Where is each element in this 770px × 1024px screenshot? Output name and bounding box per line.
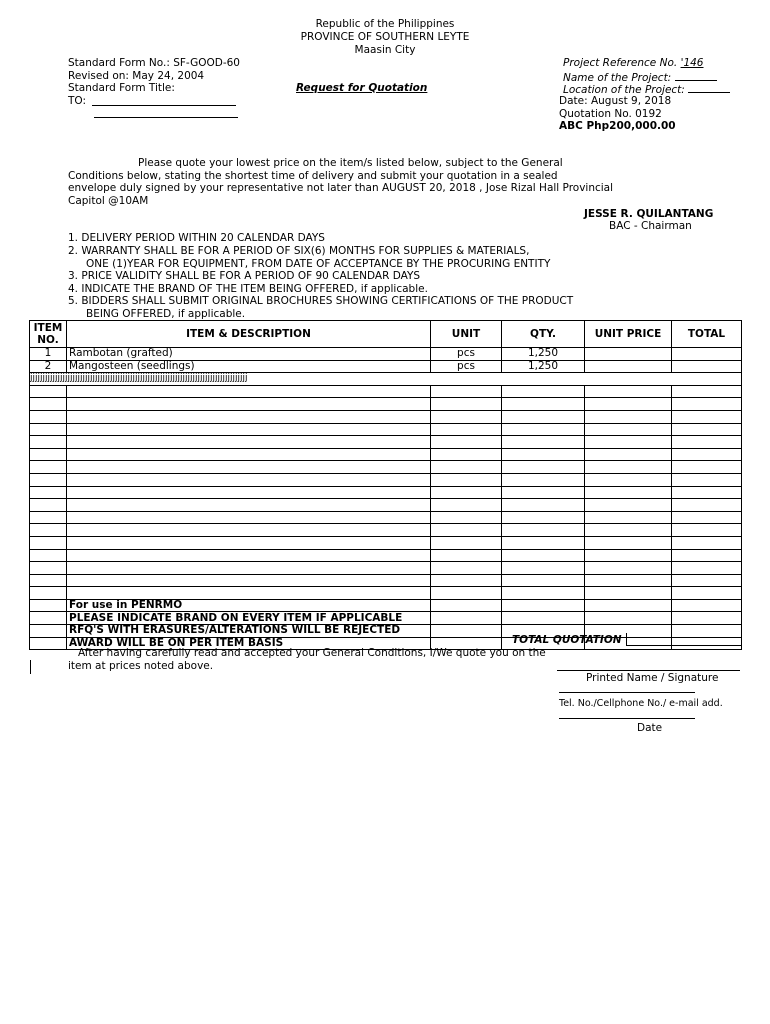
table-row	[30, 398, 742, 411]
total-quotation-field[interactable]	[626, 633, 742, 646]
project-name-label: Name of the Project:	[563, 72, 672, 84]
header-city: Maasin City	[354, 44, 416, 56]
chairman-title: BAC - Chairman	[609, 220, 692, 232]
project-reference-label: Project Reference No.	[563, 57, 678, 69]
note-row	[30, 612, 742, 625]
signature-line[interactable]	[557, 670, 740, 671]
project-reference	[563, 57, 704, 70]
condition-5-cont: BEING OFFERED, if applicable.	[86, 308, 246, 320]
printed-name-label: Printed Name / Signature	[586, 672, 719, 684]
intro-line-4: Capitol @10AM	[68, 195, 149, 207]
item-unit: pcs	[431, 360, 502, 373]
abc-amount: ABC Php200,000.00	[559, 120, 676, 132]
table-row	[30, 410, 742, 423]
item-unit-price[interactable]	[585, 348, 672, 361]
contact-line[interactable]	[559, 692, 695, 693]
date-line[interactable]	[559, 718, 695, 719]
standard-form-no: Standard Form No.: SF-GOOD-60	[68, 57, 240, 69]
condition-1: 1. DELIVERY PERIOD WITHIN 20 CALENDAR DAYS	[68, 232, 325, 244]
item-qty: 1,250	[502, 348, 585, 361]
items-table	[29, 320, 742, 650]
table-row	[30, 473, 742, 486]
rfq-date: Date: August 9, 2018	[559, 95, 672, 107]
acceptance-line-1: After having carefully read and accepted your General Conditions, I/We quote you on the	[78, 647, 546, 659]
note-penrmo: For use in PENRMO	[67, 599, 431, 612]
contact-label: Tel. No./Cellphone No./ e-mail add.	[559, 698, 723, 709]
total-quotation-label: TOTAL QUOTATION	[512, 634, 622, 646]
table-row	[30, 423, 742, 436]
note-award: AWARD WILL BE ON PER ITEM BASIS	[67, 637, 431, 650]
item-unit: pcs	[431, 348, 502, 361]
project-reference-value: '146	[680, 57, 704, 69]
table-row	[30, 385, 742, 398]
date-label: Date	[637, 722, 663, 734]
table-row	[30, 549, 742, 562]
item-qty: 1,250	[502, 360, 585, 373]
form-title: Request for Quotation	[296, 82, 428, 94]
item-description: Rambotan (grafted)	[67, 348, 431, 361]
item-unit-price[interactable]	[585, 360, 672, 373]
condition-2-cont: ONE (1)YEAR FOR EQUIPMENT, FROM DATE OF ACCEPTANCE BY THE PROCURING ENTITY	[86, 258, 551, 270]
table-row	[30, 461, 742, 474]
project-name-field[interactable]	[675, 70, 717, 81]
table-row	[30, 360, 742, 373]
header-republic: Republic of the Philippines	[315, 18, 455, 30]
item-total[interactable]	[672, 348, 742, 361]
revised-on: Revised on: May 24, 2004	[68, 70, 205, 82]
table-row	[30, 348, 742, 361]
table-row	[30, 499, 742, 512]
margin-mark	[30, 660, 31, 674]
condition-2: 2. WARRANTY SHALL BE FOR A PERIOD OF SIX(6) MONTHS FOR SUPPLIES & MATERIALS,	[68, 245, 530, 257]
table-row	[30, 587, 742, 600]
item-no: 1	[30, 348, 67, 361]
project-location-field[interactable]	[688, 82, 730, 93]
intro-line-1: Please quote your lowest price on the item/s listed below, subject to the General	[138, 157, 563, 169]
col-item-no: ITEM NO.	[30, 321, 67, 348]
table-row	[30, 448, 742, 461]
intro-line-2: Conditions below, stating the shortest time of delivery and submit your quotation in a sealed	[68, 170, 558, 182]
col-unit-price: UNIT PRICE	[585, 321, 672, 348]
chairman-name: JESSE R. QUILANTANG	[584, 208, 714, 220]
table-row	[30, 486, 742, 499]
table-row	[30, 524, 742, 537]
col-total: TOTAL	[672, 321, 742, 348]
intro-line-3: envelope duly signed by your representative not later than AUGUST 20, 2018 , Jose Rizal Hall Provincial	[68, 182, 614, 194]
header-province: PROVINCE OF SOUTHERN LEYTE	[300, 31, 470, 43]
table-row	[30, 436, 742, 449]
acceptance-line-2: item at prices noted above.	[68, 660, 214, 672]
table-row	[30, 562, 742, 575]
table-row	[30, 536, 742, 549]
col-qty: QTY.	[502, 321, 585, 348]
condition-5: 5. BIDDERS SHALL SUBMIT ORIGINAL BROCHURES SHOWING CERTIFICATIONS OF THE PRODUCT	[68, 295, 574, 307]
project-location-label: Location of the Project:	[563, 84, 685, 96]
item-description: Mangosteen (seedlings)	[67, 360, 431, 373]
note-row	[30, 599, 742, 612]
note-brand: PLEASE INDICATE BRAND ON EVERY ITEM IF APPLICABLE	[67, 612, 431, 625]
to-label: TO:	[68, 95, 87, 107]
to-line-2[interactable]	[94, 107, 238, 122]
condition-4: 4. INDICATE THE BRAND OF THE ITEM BEING OFFERED, if applicable.	[68, 283, 428, 295]
item-no: 2	[30, 360, 67, 373]
table-header-row	[30, 321, 742, 348]
filler-text: jjjjjjjjjjjjjjjjjjjjjjjjjjjjjjjjjjjjjjjjjjjjjjjjjjjjjjjjjjjjjjjjjjjjjjjjjjjjjjjjjjjjjjj	[30, 373, 742, 386]
condition-3: 3. PRICE VALIDITY SHALL BE FOR A PERIOD OF 90 CALENDAR DAYS	[68, 270, 421, 282]
filler-row	[30, 373, 742, 386]
standard-form-title: Standard Form Title:	[68, 82, 175, 94]
table-row	[30, 511, 742, 524]
col-unit: UNIT	[431, 321, 502, 348]
quotation-no: Quotation No. 0192	[559, 108, 662, 120]
table-row	[30, 574, 742, 587]
item-total[interactable]	[672, 360, 742, 373]
note-erasures: RFQ'S WITH ERASURES/ALTERATIONS WILL BE REJECTED	[67, 625, 431, 638]
col-description: ITEM & DESCRIPTION	[67, 321, 431, 348]
